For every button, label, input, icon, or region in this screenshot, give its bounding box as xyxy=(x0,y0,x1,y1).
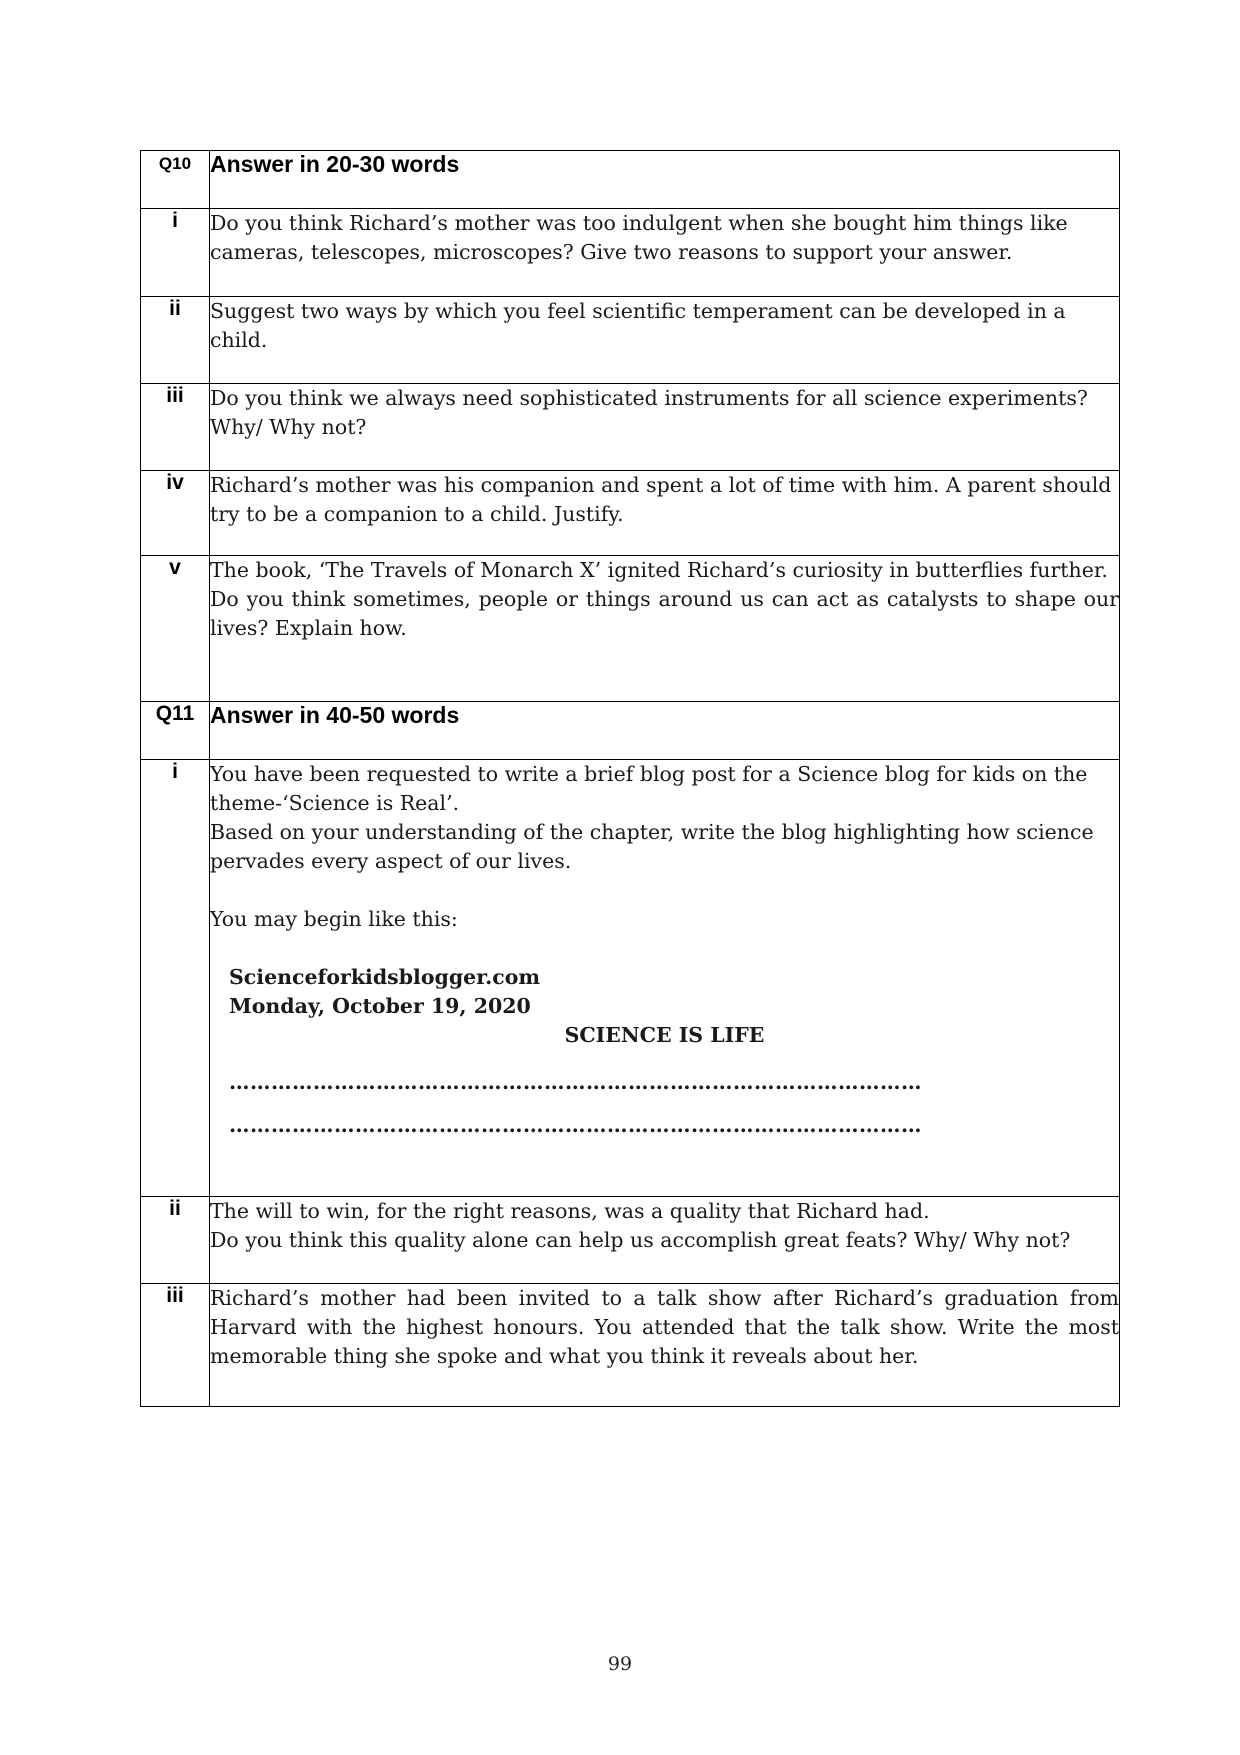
question-text-line: Suggest two ways by which you feel scientific temperament can be developed in a child. xyxy=(210,299,1066,352)
q11-header-row xyxy=(141,702,1120,760)
question-text xyxy=(210,297,1120,384)
item-number: ii xyxy=(141,297,210,384)
item-number: i xyxy=(141,209,210,297)
question-text-line: The will to win, for the right reasons, was a quality that Richard had. xyxy=(210,1199,930,1223)
question-text xyxy=(210,209,1120,297)
question-text-line: Do you think we always need sophisticated instruments for all science experiments? Why/ Why not? xyxy=(210,386,1088,439)
spacer xyxy=(210,934,1119,963)
page-number: 99 xyxy=(607,1653,633,1675)
item-number: iv xyxy=(141,471,210,556)
question-text-line: Based on your understanding of the chapter, write the blog highlighting how science pervades every aspect of our lives. xyxy=(210,820,1094,873)
item-number: ii xyxy=(141,1197,210,1284)
item-number: iii xyxy=(141,384,210,471)
question-number: Q10 xyxy=(141,151,210,209)
blog-date: Monday, October 19, 2020 xyxy=(229,994,531,1018)
question-text xyxy=(210,556,1120,702)
blog-site: Scienceforkidsblogger.com xyxy=(229,965,541,989)
answer-line: ……………………………………………………………………………………… xyxy=(229,1070,922,1094)
question-text-line: Richard’s mother had been invited to a talk show after Richard’s graduation from Harvard with the highest honours. You attended that the talk show. Write the most memorable thing she spoke and what you think it reveals about her. xyxy=(210,1286,1119,1368)
question-number: Q11 xyxy=(141,702,210,760)
table-row xyxy=(141,471,1120,556)
table-row xyxy=(141,384,1120,471)
question-text-line: The book, ‘The Travels of Monarch X’ ignited Richard’s curiosity in butterflies further. xyxy=(210,558,1108,582)
item-number: i xyxy=(141,760,210,1197)
question-text xyxy=(210,760,1120,1197)
item-number: iii xyxy=(141,1284,210,1407)
question-text xyxy=(210,384,1120,471)
section-heading: Answer in 20-30 words xyxy=(210,151,1120,209)
table-row xyxy=(141,556,1120,702)
question-text xyxy=(210,1284,1120,1407)
table-row xyxy=(141,1284,1120,1407)
section-heading: Answer in 40-50 words xyxy=(210,702,1120,760)
table-row xyxy=(141,297,1120,384)
question-table xyxy=(140,150,1120,1407)
question-text-line: Do you think this quality alone can help us accomplish great feats? Why/ Why not? xyxy=(210,1228,1071,1252)
table-row xyxy=(141,209,1120,297)
table-row xyxy=(141,1197,1120,1284)
question-text xyxy=(210,1197,1120,1284)
question-text xyxy=(210,471,1120,556)
table-row xyxy=(141,760,1120,1197)
question-text-line: Richard’s mother was his companion and spent a lot of time with him. A parent should try to be a companion to a child. Justify. xyxy=(210,473,1112,526)
answer-line: ……………………………………………………………………………………… xyxy=(229,1113,922,1137)
question-text-line: Do you think Richard’s mother was too indulgent when she bought him things like cameras, telescopes, microscopes? Give two reasons to support your answer. xyxy=(210,211,1068,264)
item-number: v xyxy=(141,556,210,702)
spacer xyxy=(210,876,1119,905)
q10-header-row xyxy=(141,151,1120,209)
question-text-line: You may begin like this: xyxy=(210,907,458,931)
question-text-line: You have been requested to write a brief blog post for a Science blog for kids on the theme-‘Science is Real’. xyxy=(210,762,1088,815)
question-text-line: Do you think sometimes, people or things around us can act as catalysts to shape our lives? Explain how. xyxy=(210,587,1119,640)
blog-title: SCIENCE IS LIFE xyxy=(564,1023,765,1047)
